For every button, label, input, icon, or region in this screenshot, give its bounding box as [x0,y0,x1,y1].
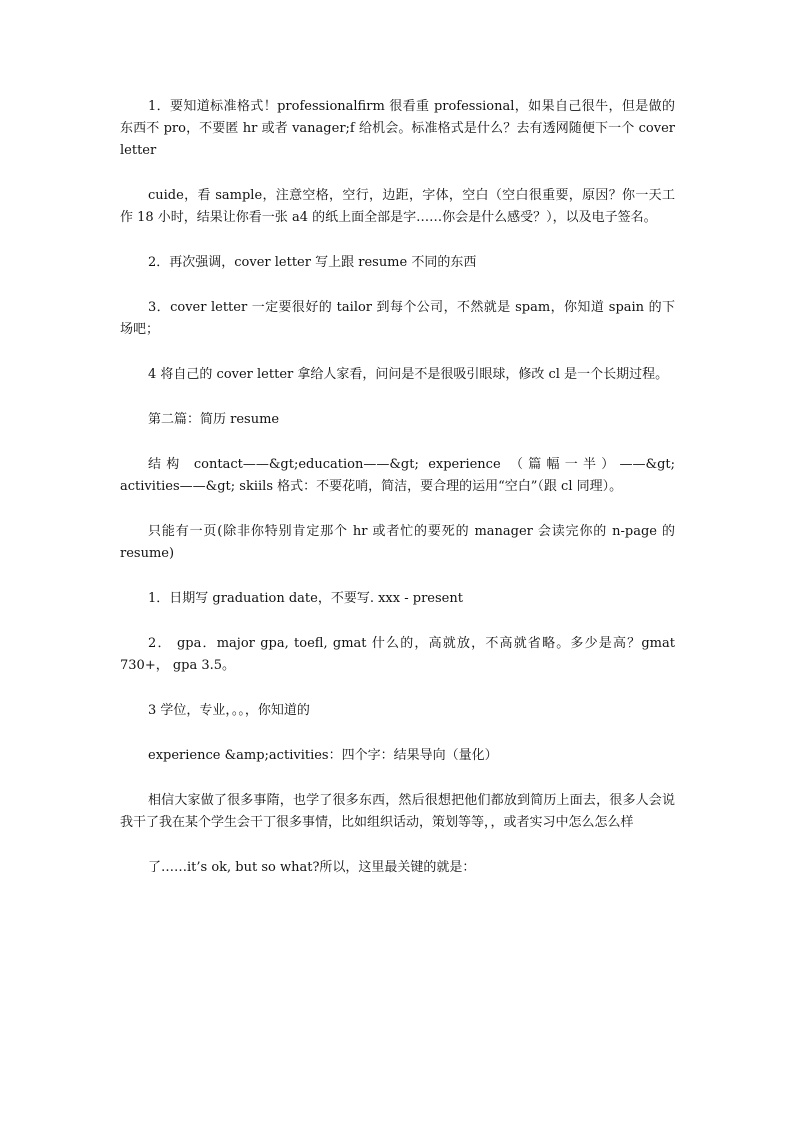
paragraph-experience-body: 相信大家做了很多事隋，也学了很多东西，然后很想把他们都放到简历上面去，很多人会说我干了我在某个学生会干丁很多事情，比如组织话动，策划等等，，或者实习中怎么怎么样 [120,793,675,830]
paragraph-gpa: 2． gpa．major gpa, toefl, gmat 什么的，高就放，不高就省略。多少是高？gmat 730+， gpa 3.5。 [120,636,675,673]
paragraph-cover-letter-format: 1．要知道标准格式！professionalfirm 很看重 professional，如果自己很牛，但是做的东西不 pro，不要匿 hr 或者 vanager;f 给机会。标准格式是什么？去有透网随便下一个 cover letter [120,99,675,158]
paragraph-structure: 结构 contact——&gt;education——&gt; experience （篇幅一半）——&gt; activities——&gt; skiils 格式：不要花哨，简洁，要合理的运用“空白”（跟 cl 同理）。 [120,457,675,494]
paragraph-guide-sample: cuide，看 sample，注意空格，空行，边距，字体，空白（空白很重要，原因？你一天工作 18 小时，结果让你看一张 a4 的纸上面全部是字……你会是什么感受？），以及电子签名。 [120,188,675,225]
paragraph-one-page: 只能有一页(除非你特别肯定那个 hr 或者忙的要死的 manager 会读完你的 n-page 的resume) [120,524,675,561]
document-body [120,96,675,902]
paragraph-experience-heading: experience &amp;activities：四个字：结果导向（量化） [148,748,498,763]
section-heading-resume: 第二篇：简历 resume [148,412,280,427]
paragraph-dates: 1．日期写 graduation date，不要写. xxx - present [148,591,463,606]
paragraph-review: 4 将自己的 cover letter 拿给人家看，问问是不是很吸引眼球，修改 cl 是一个长期过程。 [148,367,669,382]
paragraph-emphasis: 2．再次强调，cover letter 写上跟 resume 不同的东西 [148,255,477,270]
paragraph-degree: 3 学位，专业，。。，你知道的 [148,703,310,718]
paragraph-tailor: 3．cover letter 一定要很好的 tailor 到每个公司，不然就是 spam，你知道 spain 的下场吧； [120,300,675,337]
paragraph-so-what: 了……it’s ok, but so what?所以，这里最关键的就是： [148,860,476,875]
